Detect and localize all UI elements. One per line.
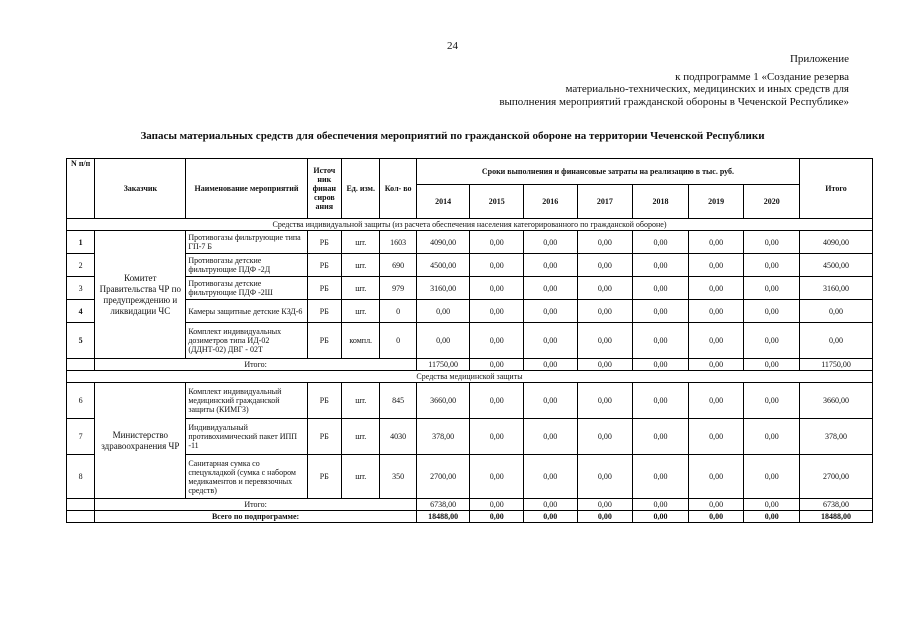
- document-title: Запасы материальных средств для обеспечения мероприятий по гражданской обороне на территории Чеченской Республики: [140, 130, 765, 142]
- year-value: 0,00: [577, 277, 633, 300]
- row-num: 4: [67, 300, 95, 323]
- year-value: 2700,00: [416, 455, 470, 499]
- item-name: Камеры защитные детские КЗД-6: [186, 300, 307, 323]
- item-source: РБ: [307, 254, 341, 277]
- grand-total-value: 0,00: [470, 511, 524, 523]
- year-value: 0,00: [688, 300, 744, 323]
- item-source: РБ: [307, 419, 341, 455]
- subtotal-value: 0,00: [633, 499, 689, 511]
- item-qty: 4030: [380, 419, 416, 455]
- grand-total-row: [67, 511, 873, 523]
- subtotal-row: [67, 499, 873, 511]
- table-row: [67, 383, 873, 419]
- grand-total-label: Всего по подпрограмме:: [95, 511, 417, 523]
- year-value: 0,00: [633, 300, 689, 323]
- table-row: [67, 300, 873, 323]
- header-qty: Кол- во: [380, 159, 416, 219]
- year-value: 0,00: [744, 231, 800, 254]
- item-unit: шт.: [342, 231, 380, 254]
- year-value: 3660,00: [416, 383, 470, 419]
- row-num: 6: [67, 383, 95, 419]
- year-value: 0,00: [577, 455, 633, 499]
- row-total: 4090,00: [800, 231, 873, 254]
- subtotal-value: 0,00: [577, 359, 633, 371]
- year-value: 0,00: [744, 383, 800, 419]
- year-value: 0,00: [577, 231, 633, 254]
- section-title: Средства индивидуальной защиты (из расчета обеспечения населения категорированного по гражданской обороне): [67, 219, 873, 231]
- grand-total-total: 18488,00: [800, 511, 873, 523]
- item-unit: шт.: [342, 300, 380, 323]
- year-value: 0,00: [470, 323, 524, 359]
- year-value: 0,00: [523, 300, 577, 323]
- header-year: 2018: [633, 185, 689, 219]
- table-row: [67, 323, 873, 359]
- year-value: 0,00: [744, 419, 800, 455]
- year-value: 0,00: [523, 455, 577, 499]
- subtotal-value: 0,00: [523, 499, 577, 511]
- header-year: 2016: [523, 185, 577, 219]
- item-qty: 845: [380, 383, 416, 419]
- header-year: 2019: [688, 185, 744, 219]
- year-value: 0,00: [633, 254, 689, 277]
- year-value: 0,00: [470, 419, 524, 455]
- row-total: 378,00: [800, 419, 873, 455]
- item-unit: шт.: [342, 254, 380, 277]
- year-value: 0,00: [633, 383, 689, 419]
- subtotal-row: [67, 359, 873, 371]
- item-qty: 1603: [380, 231, 416, 254]
- year-value: 3160,00: [416, 277, 470, 300]
- row-total: 4500,00: [800, 254, 873, 277]
- item-unit: шт.: [342, 419, 380, 455]
- subtotal-value: 0,00: [577, 499, 633, 511]
- subtotal-value: 6738,00: [416, 499, 470, 511]
- item-source: РБ: [307, 455, 341, 499]
- subtotal-value: 0,00: [633, 359, 689, 371]
- item-qty: 350: [380, 455, 416, 499]
- year-value: 0,00: [744, 277, 800, 300]
- subtotal-value: 0,00: [688, 499, 744, 511]
- item-name: Противогазы детские фильтрующие ПДФ -2Ш: [186, 277, 307, 300]
- header-customer: Заказчик: [95, 159, 186, 219]
- item-qty: 690: [380, 254, 416, 277]
- row-total: 2700,00: [800, 455, 873, 499]
- item-unit: шт.: [342, 455, 380, 499]
- row-num: 1: [67, 231, 95, 254]
- year-value: 378,00: [416, 419, 470, 455]
- item-name: Противогазы детские фильтрующие ПДФ -2Д: [186, 254, 307, 277]
- appendix-header: [499, 53, 849, 108]
- header-year: 2015: [470, 185, 524, 219]
- subtotal-value: 0,00: [470, 359, 524, 371]
- year-value: 0,00: [633, 323, 689, 359]
- subtotal-value: 11750,00: [416, 359, 470, 371]
- row-total: 0,00: [800, 300, 873, 323]
- row-num: 7: [67, 419, 95, 455]
- header-num: N п/п: [67, 159, 95, 219]
- year-value: 0,00: [523, 277, 577, 300]
- table-row: [67, 455, 873, 499]
- item-qty: 0: [380, 300, 416, 323]
- year-value: 0,00: [470, 277, 524, 300]
- year-value: 4500,00: [416, 254, 470, 277]
- year-value: 0,00: [744, 254, 800, 277]
- subtotal-value: 0,00: [470, 499, 524, 511]
- item-source: РБ: [307, 277, 341, 300]
- year-value: 0,00: [523, 419, 577, 455]
- header-name: Наименование мероприятий: [186, 159, 307, 219]
- item-source: РБ: [307, 323, 341, 359]
- year-value: 0,00: [688, 455, 744, 499]
- grand-total-value: 0,00: [744, 511, 800, 523]
- year-value: 0,00: [688, 254, 744, 277]
- grand-total-value: 0,00: [688, 511, 744, 523]
- item-unit: компл.: [342, 323, 380, 359]
- year-value: 0,00: [470, 300, 524, 323]
- row-total: 0,00: [800, 323, 873, 359]
- row-num: 5: [67, 323, 95, 359]
- subtotal-label: Итого:: [95, 359, 417, 371]
- subtotal-total: 11750,00: [800, 359, 873, 371]
- subtotal-label: Итого:: [95, 499, 417, 511]
- grand-total-value: 0,00: [633, 511, 689, 523]
- appendix-title: Приложение: [789, 53, 849, 65]
- page-number: 24: [447, 40, 458, 52]
- table-row: [67, 231, 873, 254]
- row-num: 2: [67, 254, 95, 277]
- year-value: 0,00: [633, 277, 689, 300]
- table-row: [67, 254, 873, 277]
- item-name: Санитарная сумка со спецукладкой (сумка с набором медикаментов и перевязочных средств): [186, 455, 307, 499]
- year-value: 0,00: [416, 300, 470, 323]
- item-name: Комплект индивидуальный медицинский гражданской защиты (КИМГЗ): [186, 383, 307, 419]
- customer-cell: Комитет Правительства ЧР по предупреждению и ликвидации ЧС: [95, 231, 186, 359]
- table-row: [67, 419, 873, 455]
- year-value: 0,00: [577, 383, 633, 419]
- year-value: 0,00: [688, 383, 744, 419]
- year-value: 0,00: [744, 300, 800, 323]
- year-value: 0,00: [470, 254, 524, 277]
- year-value: 0,00: [523, 323, 577, 359]
- reserves-table: [66, 158, 873, 523]
- row-total: 3160,00: [800, 277, 873, 300]
- header-year: 2017: [577, 185, 633, 219]
- year-value: 0,00: [470, 383, 524, 419]
- item-unit: шт.: [342, 383, 380, 419]
- subtotal-value: 0,00: [523, 359, 577, 371]
- item-qty: 0: [380, 323, 416, 359]
- subtotal-total: 6738,00: [800, 499, 873, 511]
- item-unit: шт.: [342, 277, 380, 300]
- year-value: 0,00: [688, 231, 744, 254]
- year-value: 0,00: [470, 455, 524, 499]
- appendix-line: к подпрограмме 1 «Создание резерва: [675, 70, 849, 83]
- year-value: 0,00: [633, 455, 689, 499]
- subtotal-value: 0,00: [744, 359, 800, 371]
- year-value: 0,00: [688, 277, 744, 300]
- item-source: РБ: [307, 231, 341, 254]
- item-name: Противогазы фильтрующие типа ГП-7 Б: [186, 231, 307, 254]
- year-value: 0,00: [577, 254, 633, 277]
- subtotal-value: 0,00: [744, 499, 800, 511]
- row-num: 8: [67, 455, 95, 499]
- item-qty: 979: [380, 277, 416, 300]
- header-year: 2020: [744, 185, 800, 219]
- row-total: 3660,00: [800, 383, 873, 419]
- year-value: 4090,00: [416, 231, 470, 254]
- item-name: Комплект индивидуальных дозиметров типа ИД-02 (ДДНТ-02) ДВГ - 02Т: [186, 323, 307, 359]
- grand-total-value: 0,00: [523, 511, 577, 523]
- header-source: Источ ник финан сиров ания: [307, 159, 341, 219]
- year-value: 0,00: [577, 323, 633, 359]
- appendix-line: выполнения мероприятий гражданской обороны в Чеченской Республике»: [499, 95, 849, 108]
- header-total: Итого: [800, 159, 873, 219]
- year-value: 0,00: [633, 419, 689, 455]
- year-value: 0,00: [577, 419, 633, 455]
- subtotal-value: 0,00: [688, 359, 744, 371]
- year-value: 0,00: [744, 323, 800, 359]
- row-num: 3: [67, 277, 95, 300]
- table-row: [67, 277, 873, 300]
- appendix-line: материально-технических, медицинских и иных средств для: [565, 83, 849, 95]
- year-value: 0,00: [688, 419, 744, 455]
- year-value: 0,00: [744, 455, 800, 499]
- header-unit: Ед. изм.: [342, 159, 380, 219]
- year-value: 0,00: [633, 231, 689, 254]
- grand-total-value: 0,00: [577, 511, 633, 523]
- year-value: 0,00: [523, 254, 577, 277]
- item-source: РБ: [307, 300, 341, 323]
- section-title: Средства медицинской защиты: [67, 371, 873, 383]
- customer-cell: Министерство здравоохранения ЧР: [95, 383, 186, 499]
- year-value: 0,00: [577, 300, 633, 323]
- header-terms: Сроки выполнения и финансовые затраты на реализацию в тыс. руб.: [416, 159, 799, 185]
- grand-total-value: 18488,00: [416, 511, 470, 523]
- year-value: 0,00: [523, 231, 577, 254]
- year-value: 0,00: [688, 323, 744, 359]
- header-year: 2014: [416, 185, 470, 219]
- year-value: 0,00: [523, 383, 577, 419]
- item-name: Индивидуальный противохимический пакет ИПП -11: [186, 419, 307, 455]
- year-value: 0,00: [416, 323, 470, 359]
- item-source: РБ: [307, 383, 341, 419]
- year-value: 0,00: [470, 231, 524, 254]
